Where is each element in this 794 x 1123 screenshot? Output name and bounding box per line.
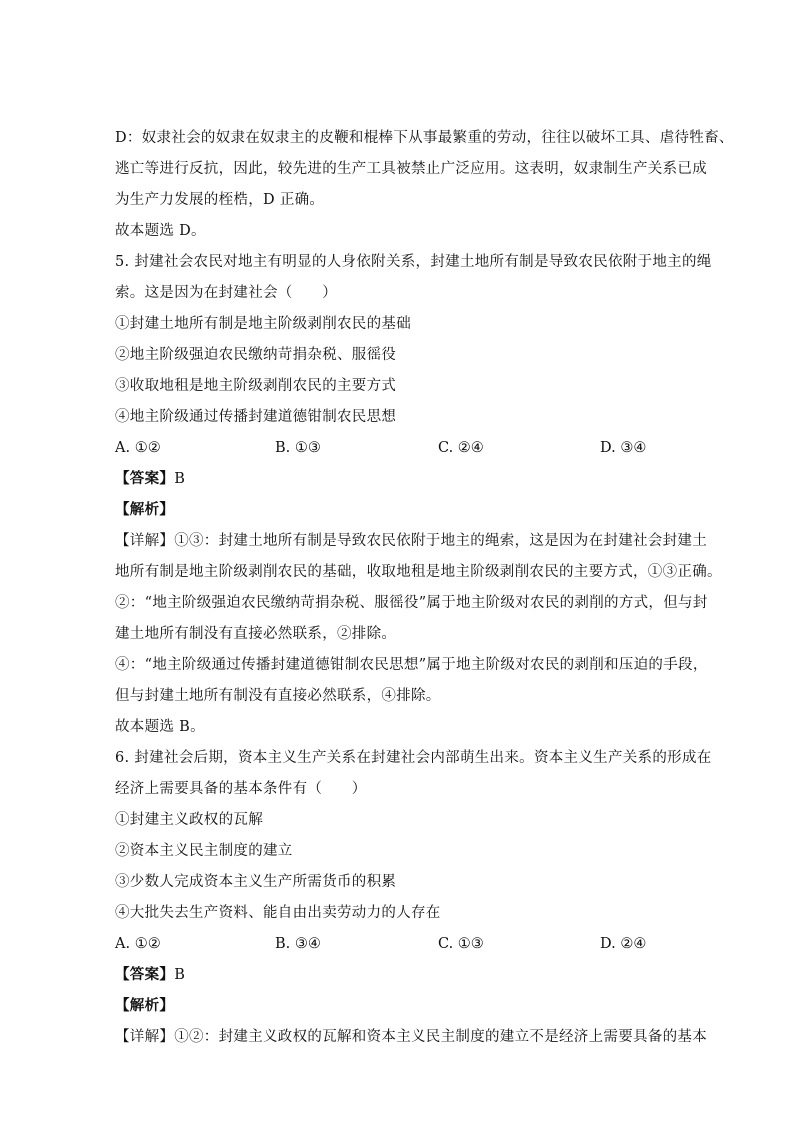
text-line: D：奴隶社会的奴隶在奴隶主的皮鞭和棍棒下从事最繁重的劳动，往往以破坏工具、虐待牲畜、 xyxy=(115,130,734,146)
question-6-detail: 【详解】①②：封建主义政权的瓦解和资本主义民主制度的建立不是经济上需要具备的基本 xyxy=(115,1029,707,1045)
question-5-analysis-label xyxy=(115,500,685,520)
question-5-detail: 【详解】①③：封建土地所有制是导致农民依附于地主的绳索，这是因为在封建社会封建土 xyxy=(115,533,707,549)
option-b: B. ③④ xyxy=(275,936,321,952)
analysis-label: 【解析】 xyxy=(115,501,175,518)
answer-value: B xyxy=(174,471,186,487)
question-6-stem: 6. 封建社会后期，资本主义生产关系在封建社会内部萌生出来。资本主义生产关系的形成在 xyxy=(115,750,712,766)
question-5-stem: 索。这是因为在封建社会（ ） xyxy=(115,285,337,301)
question-5-detail: 但与封建土地所有制没有直接必然联系，④排除。 xyxy=(115,688,441,704)
answer-label: 【答案】 xyxy=(115,966,175,983)
option-d: D. ③④ xyxy=(600,440,647,456)
answer-label: 【答案】 xyxy=(115,470,175,487)
question-6-item: ③少数人完成资本主义生产所需货币的积累 xyxy=(115,874,397,890)
question-6-answer xyxy=(115,965,685,985)
option-a: A. ①② xyxy=(115,440,161,456)
question-5-stem: 5. 封建社会农民对地主有明显的人身依附关系，封建土地所有制是导致农民依附于地主的绳 xyxy=(115,254,712,270)
option-c: C. ①③ xyxy=(438,936,484,952)
question-5-detail: 地所有制是地主阶级剥削农民的基础，收取地租是地主阶级剥削农民的主要方式，①③正确。 xyxy=(115,564,722,580)
question-6-analysis-label xyxy=(115,996,685,1016)
question-5-item: ④地主阶级通过传播封建道德钳制农民思想 xyxy=(115,409,397,425)
question-5-detail: ②：“地主阶级强迫农民缴纳苛捐杂税、服徭役”属于地主阶级对农民的剥削的方式，但与封 xyxy=(115,595,708,611)
question-5-options xyxy=(115,438,685,458)
question-5-detail: 建土地所有制没有直接必然联系，②排除。 xyxy=(115,626,397,642)
question-6-options xyxy=(115,934,685,954)
analysis-label: 【解析】 xyxy=(115,997,175,1014)
option-d: D. ②④ xyxy=(600,936,647,952)
answer-value: B xyxy=(174,967,186,983)
option-c: C. ②④ xyxy=(438,440,484,456)
option-b: B. ①③ xyxy=(275,440,321,456)
question-5-detail: 故本题选 B。 xyxy=(115,719,205,735)
option-a: A. ①② xyxy=(115,936,161,952)
question-6-stem: 经济上需要具备的基本条件有（ ） xyxy=(115,781,367,797)
question-5-detail: ④：“地主阶级通过传播封建道德钳制农民思想”属于地主阶级对农民的剥削和压迫的手段， xyxy=(115,657,708,673)
question-6-item: ①封建主义政权的瓦解 xyxy=(115,812,263,828)
question-5-item: ①封建土地所有制是地主阶级剥削农民的基础 xyxy=(115,316,411,332)
text-line: 为生产力发展的桎梏，D 正确。 xyxy=(115,192,325,208)
question-5-item: ③收取地租是地主阶级剥削农民的主要方式 xyxy=(115,378,397,394)
text-line: 故本题选 D。 xyxy=(115,223,206,239)
question-6-item: ②资本主义民主制度的建立 xyxy=(115,843,293,859)
text-line: 逃亡等进行反抗，因此，较先进的生产工具被禁止广泛应用。这表明，奴隶制生产关系已成 xyxy=(115,161,707,177)
question-5-answer xyxy=(115,469,685,489)
question-5-item: ②地主阶级强迫农民缴纳苛捐杂税、服徭役 xyxy=(115,347,397,363)
question-6-item: ④大批失去生产资料、能自由出卖劳动力的人存在 xyxy=(115,905,441,921)
